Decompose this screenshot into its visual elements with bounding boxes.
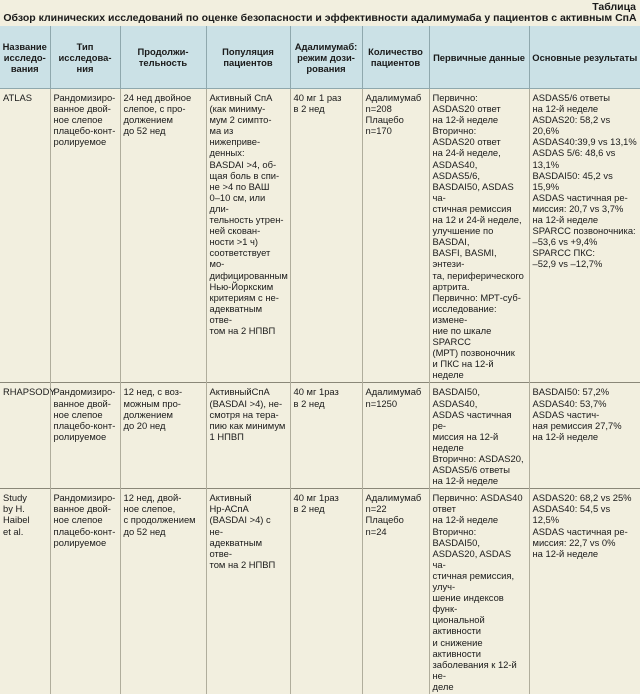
table-row xyxy=(0,89,640,383)
header-study-type: Тип исследова-ния xyxy=(50,26,120,89)
cell-dosing: 40 мг 1раз в 2 нед xyxy=(290,383,362,489)
cell-population: АктивныйСпА (BASDAI >4), не- смотря на тера- пию как минимум 1 НПВП xyxy=(206,383,290,489)
cell-primary-data: Первично: ASDAS40 ответ на 12-й неделе Вторично: BASDAI50, ASDAS20, ASDAS ча- стичная ремиссия, улуч- шение индексов функ- циональной активности и снижение активности заболевания к 12-й не- деле xyxy=(429,489,529,694)
header-study-name: Название исследо-вания xyxy=(0,26,50,89)
table-row xyxy=(0,383,640,489)
header-duration: Продолжи-тельность xyxy=(120,26,206,89)
table-label: Таблица xyxy=(592,1,636,13)
header-primary-data: Первичные данные xyxy=(429,26,529,89)
cell-patient-count: Адалимумаб n=22 Плацебо n=24 xyxy=(362,489,429,694)
cell-patient-count: Адалимумаб n=1250 xyxy=(362,383,429,489)
cell-duration: 12 нед, с воз- можным про- должением до 20 нед xyxy=(120,383,206,489)
cell-main-results: BASDAI50: 57,2% ASDAS40: 53,7% ASDAS частич- ная ремиссия 27,7% на 12-й неделе xyxy=(529,383,640,489)
cell-main-results: ASDAS20: 68,2 vs 25% ASDAS40: 54,5 vs 12,5% ASDAS частичная ре- миссия: 22,7 vs 0% на 12-й неделе xyxy=(529,489,640,694)
cell-patient-count: Адалимумаб n=208 Плацебо n=170 xyxy=(362,89,429,383)
cell-study-type: Рандомизиро- ванное двой- ное слепое плацебо-конт- ролируемое xyxy=(50,89,120,383)
clinical-trials-table xyxy=(0,26,640,694)
cell-study-name: Study by H. Haibel et al. xyxy=(0,489,50,694)
cell-duration: 12 нед, двой- ное слепое, с продолжением до 52 нед xyxy=(120,489,206,694)
cell-duration: 24 нед двойное слепое, с про- должением до 52 нед xyxy=(120,89,206,383)
table-row xyxy=(0,489,640,694)
cell-study-type: Рандомизиро- ванное двой- ное слепое плацебо-конт- ролируемое xyxy=(50,383,120,489)
cell-population: Активный СпА (как миниму- мум 2 симпто- ма из нижеприве- денных: BASDAI >4, об- щая боль в спи- не >4 по ВАШ 0–10 см, или дли- тельность утрен- ней скован- ности >1 ч) соответствует мо- дифицированным Нью-Йоркским критериям с не- адекватным отве- том на 2 НПВП xyxy=(206,89,290,383)
cell-primary-data: BASDAI50, ASDAS40, ASDAS частичная ре- миссия на 12-й неделе Вторично: ASDAS20, ASDAS5/6 ответы на 12-й неделе xyxy=(429,383,529,489)
cell-study-name: ATLAS xyxy=(3,92,33,103)
header-population: Популяция пациентов xyxy=(206,26,290,89)
cell-dosing: 40 мг 1раз в 2 нед xyxy=(290,489,362,694)
table-caption: Обзор клинических исследований по оценке безопасности и эффективности адалимумаба у пациентов с активным СпА xyxy=(3,12,637,24)
header-dosing: Адалимумаб: режим дози-рования xyxy=(290,26,362,89)
cell-primary-data: Первично: ASDAS20 ответ на 12-й неделе Вторично: ASDAS20 ответ на 24-й неделе, ASDAS40, ASDAS5/6, BASDAI50, ASDAS ча- стичная ремиссия на 12 и 24-й неделе, улучшение по BASDAI, BASFI, BASMI, энтези- та, периферического артрита. Первично: МРТ-суб- исследование: измене- ние по шкале SPARCC (МРТ) позвоночник и ПКС на 12-й неделе xyxy=(429,89,529,383)
header-main-results: Основные результаты xyxy=(529,26,640,89)
cell-main-results: ASDAS5/6 ответы на 12-й неделе ASDAS20: 58,2 vs 20,6% ASDAS40:39,9 vs 13,1% ASDAS 5/6: 48,6 vs 13,1% BASDAI50: 45,2 vs 15,9% ASDAS частичная ре- миссия: 20,7 vs 3,7% на 12-й неделе SPARCC позвоночника: –53,6 vs +9,4% SPARCC ПКС: –52,9 vs –12,7% xyxy=(529,89,640,383)
header-patient-count: Количество пациентов xyxy=(362,26,429,89)
cell-population: Активный Нр-АСпА (BASDAI >4) с не- адекватным отве- том на 2 НПВП xyxy=(206,489,290,694)
cell-study-type: Рандомизиро- ванное двой- ное слепое плацебо-конт- ролируемое xyxy=(50,489,120,694)
cell-study-name: RHAPSODY xyxy=(0,383,50,489)
table-header-row xyxy=(0,26,640,89)
cell-dosing: 40 мг 1 раз в 2 нед xyxy=(290,89,362,383)
